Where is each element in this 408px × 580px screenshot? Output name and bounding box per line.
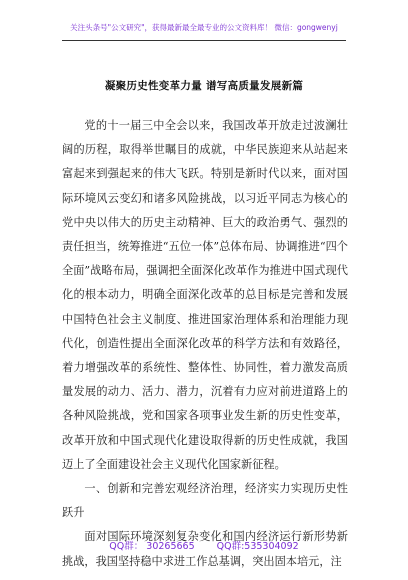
section-heading: 一、创新和完善宏观经济治理，经济实力实现历史性跃升 bbox=[62, 482, 348, 520]
footer-qq-group-2: QQ群:535304092 bbox=[216, 541, 299, 552]
document-title: 凝聚历史性变革力量 谱写高质量发展新篇 bbox=[104, 80, 304, 92]
paragraph-intro: 党的十一届三中全会以来，我国改革开放走过波澜壮阔的历程，取得举世瞩目的成就，中华民族迎来从站起来富起来到强起来的伟大飞跃。特别是新时代以来，面对国际环境风云变幻和诸多风险挑战，以习近平同志为核心的党中央以伟大的历史主动精神、巨大的政治勇气、强烈的责任担当，统筹推进“五位一体”总体布局、协调推进“四个全面”战略布局，强调把全面深化改革作为推进中国式现代化的根本动力，明确全面深化改革的总目标是完善和发展中国特色社会主义制度、推进国家治理体系和治理能力现代化，创造性提出全面深化改革的科学方法和有效路径，着力增强改革的系统性、整体性、协同性，着力激发高质量发展的动力、活力、潜力，沉着有力应对前进道路上的各种风险挑战，党和国家各项事业发生新的历史性变革，改革开放和中国式现代化建设取得新的历史性成就，我国迈上了全面建设社会主义现代化国家新征程。 bbox=[62, 119, 348, 471]
footer bbox=[0, 538, 408, 552]
header-divider bbox=[62, 40, 346, 41]
paragraph-section-1: 面对国际环境深刻复杂变化和国内经济运行新形势新挑战，我国坚持稳中求进工作总基调，突出固本培元，注 bbox=[62, 530, 348, 568]
footer-qq-group-1: QQ群： 30265665 bbox=[109, 541, 195, 552]
header-note: 关注头条号"公文研究"，获得最新最全最专业的公文资料库！ 微信：gongwenyj bbox=[70, 23, 338, 32]
document-body bbox=[62, 114, 348, 574]
